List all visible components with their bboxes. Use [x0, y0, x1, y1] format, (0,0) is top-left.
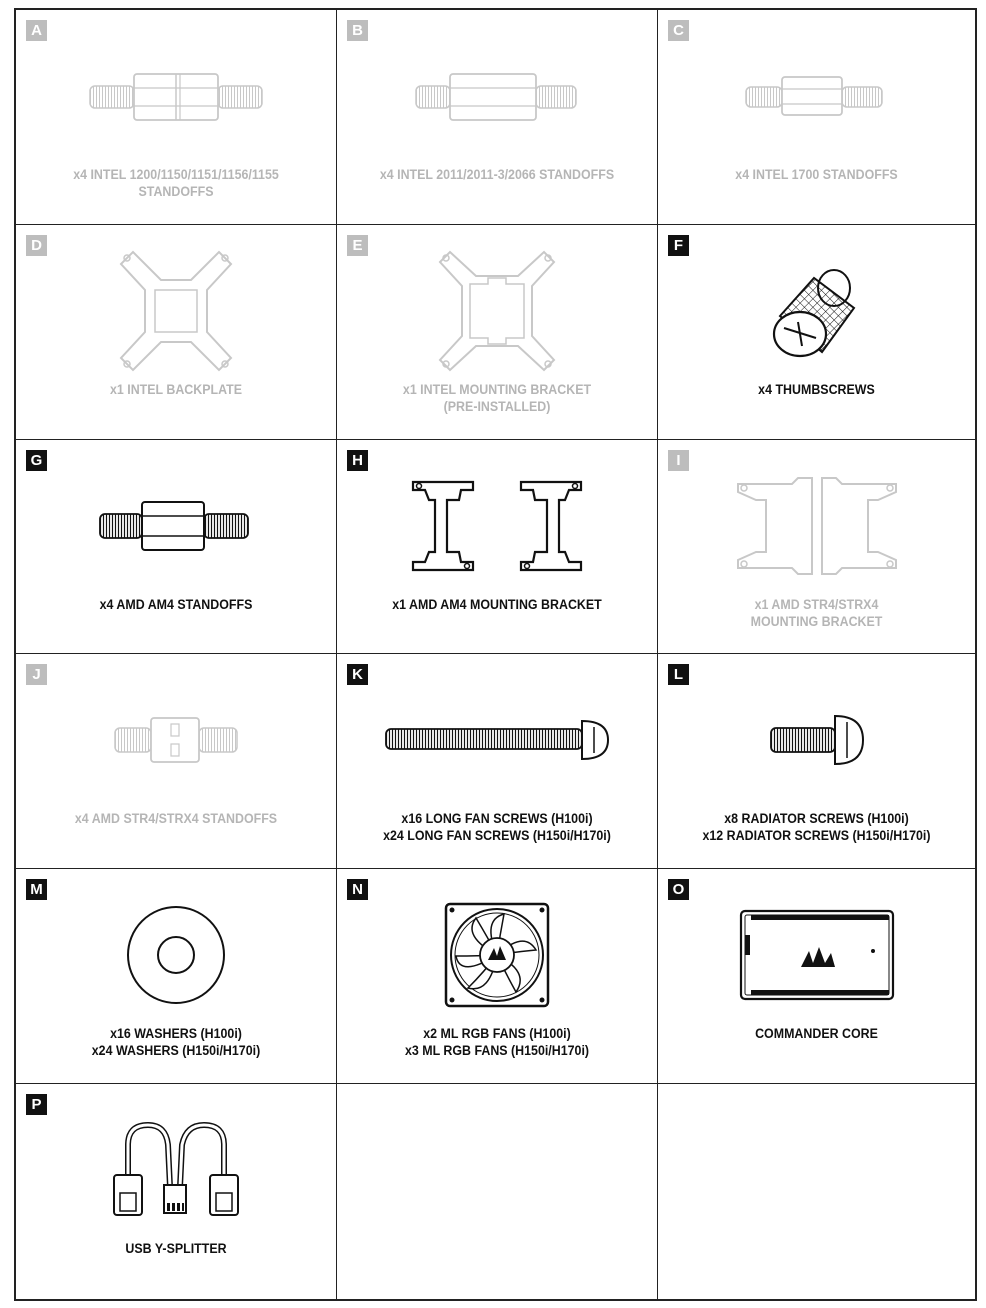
part-letter: O	[668, 879, 689, 900]
intel-standoff-icon	[16, 36, 336, 156]
part-letter: K	[347, 664, 368, 685]
part-label: x4 INTEL 1200/1150/1151/1156/1155 STANDOFFS	[73, 167, 279, 199]
part-letter: P	[26, 1094, 47, 1115]
part-label: x1 AMD STR4/STRX4 MOUNTING BRACKET	[750, 596, 883, 629]
part-cell-j	[16, 654, 337, 869]
radiator-screw-icon	[658, 680, 975, 800]
part-letter: M	[26, 879, 47, 900]
part-cell-c	[658, 10, 975, 225]
empty-cell	[658, 1084, 975, 1299]
parts-grid	[14, 8, 977, 1301]
part-label: COMMANDER CORE	[755, 1026, 878, 1042]
part-cell-k	[337, 654, 658, 869]
part-cell-e	[337, 225, 658, 440]
part-cell-d	[16, 225, 337, 440]
part-letter: A	[26, 20, 47, 41]
commander-core-icon	[658, 895, 975, 1015]
part-cell-o	[658, 869, 975, 1084]
intel-lga2011-standoff-icon	[337, 36, 657, 156]
part-cell-a	[16, 10, 337, 225]
usb-y-splitter-icon	[16, 1110, 336, 1230]
amd-am4-bracket-icon	[337, 466, 657, 586]
part-label: x8 RADIATOR SCREWS (H100i) x12 RADIATOR SCREWS (H150i/H170i)	[702, 811, 931, 844]
part-letter: E	[347, 235, 368, 256]
part-letter: C	[668, 20, 689, 41]
part-label: x2 ML RGB FANS (H100i) x3 ML RGB FANS (H150i/H170i)	[404, 1026, 590, 1059]
part-cell-l	[658, 654, 975, 869]
part-label: x1 INTEL BACKPLATE	[109, 381, 243, 397]
long-fan-screw-icon	[337, 680, 657, 800]
part-label: USB Y-SPLITTER	[125, 1241, 227, 1257]
intel-mounting-bracket-icon	[337, 251, 657, 371]
part-cell-b	[337, 10, 658, 225]
part-cell-m	[16, 869, 337, 1084]
intel-1700-standoff-icon	[658, 36, 975, 156]
part-cell-g	[16, 440, 337, 655]
amd-strx4-standoff-icon	[16, 680, 336, 800]
intel-backplate-icon	[16, 251, 336, 371]
part-letter: D	[26, 235, 47, 256]
part-cell-n	[337, 869, 658, 1084]
part-label: x4 THUMBSCREWS	[758, 381, 875, 397]
part-label: x4 INTEL 2011/2011-3/2066 STANDOFFS	[379, 167, 615, 182]
part-label: x16 WASHERS (H100i) x24 WASHERS (H150i/H170i)	[91, 1026, 261, 1059]
part-letter: I	[668, 450, 689, 471]
thumbscrew-icon	[658, 251, 975, 371]
part-letter: N	[347, 879, 368, 900]
amd-am4-standoff-icon	[16, 466, 336, 586]
part-label: x1 AMD AM4 MOUNTING BRACKET	[392, 596, 602, 612]
washer-icon	[16, 895, 336, 1015]
part-letter: B	[347, 20, 368, 41]
part-letter: F	[668, 235, 689, 256]
part-cell-f	[658, 225, 975, 440]
part-cell-p	[16, 1084, 337, 1299]
part-label: x4 AMD AM4 STANDOFFS	[99, 596, 253, 612]
ml-rgb-fan-icon	[337, 895, 657, 1015]
part-cell-i	[658, 440, 975, 655]
part-label: x4 INTEL 1700 STANDOFFS	[735, 167, 898, 182]
empty-cell	[337, 1084, 658, 1299]
part-letter: J	[26, 664, 47, 685]
part-cell-h	[337, 440, 658, 655]
part-letter: H	[347, 450, 368, 471]
amd-strx4-bracket-icon	[658, 466, 975, 586]
part-letter: G	[26, 450, 47, 471]
part-label: x4 AMD STR4/STRX4 STANDOFFS	[74, 811, 278, 827]
part-letter: L	[668, 664, 689, 685]
part-label: x16 LONG FAN SCREWS (H100i) x24 LONG FAN SCREWS (H150i/H170i)	[383, 811, 611, 844]
part-label: x1 INTEL MOUNTING BRACKET (PRE-INSTALLED)	[402, 381, 592, 414]
